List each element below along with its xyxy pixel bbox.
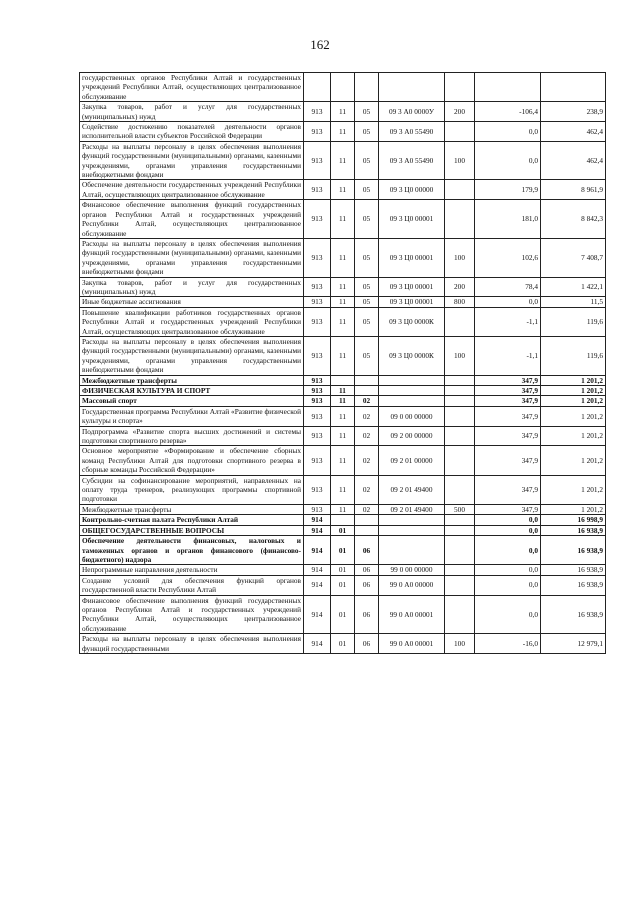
total-amount: 119,6 — [541, 336, 606, 375]
target-article — [379, 396, 445, 406]
row-name: Расходы на выплаты персоналу в целях обеспечения выполнения функций государственными (муниципальными) органами, казенными учреждениями, органами управления государственными внебюджетными фондами — [80, 336, 304, 375]
target-article: 09 3 А0 0000У — [379, 102, 445, 122]
total-amount: 16 938,9 — [541, 565, 606, 575]
admin-code: 913 — [304, 426, 331, 446]
change-amount: -106,4 — [475, 102, 541, 122]
table-row — [80, 536, 606, 565]
table-row — [80, 595, 606, 634]
target-article: 99 0 А0 00001 — [379, 595, 445, 634]
admin-code: 913 — [304, 180, 331, 200]
table-row — [80, 375, 606, 385]
change-amount: 0,0 — [475, 536, 541, 565]
table-row — [80, 575, 606, 595]
row-name: Создание условий для обеспечения функций органов государственной власти Республики Алтай — [80, 575, 304, 595]
expense-type: 500 — [445, 504, 475, 514]
expense-type: 800 — [445, 297, 475, 307]
section-code: 01 — [331, 525, 355, 535]
table-row — [80, 396, 606, 406]
row-name: Расходы на выплаты персоналу в целях обеспечения выполнения функций государственными — [80, 634, 304, 654]
row-name: Обеспечение деятельности государственных учреждений Республики Алтай, осуществляющих централизованное обслуживание — [80, 180, 304, 200]
section-code: 11 — [331, 504, 355, 514]
target-article: 09 3 А0 55490 — [379, 122, 445, 142]
section-code: 01 — [331, 595, 355, 634]
admin-code: 913 — [304, 277, 331, 297]
row-name: Основное мероприятие «Формирование и обеспечение сборных команд Республики Алтай для подготовки спортивного резерва в сборные команды Российской Федерации» — [80, 446, 304, 475]
subsection-code: 05 — [355, 307, 379, 336]
expense-type: 100 — [445, 634, 475, 654]
admin-code: 913 — [304, 386, 331, 396]
row-name: Подпрограмма «Развитие спорта высших достижений и системы подготовки спортивного резерва» — [80, 426, 304, 446]
target-article: 09 2 01 49400 — [379, 504, 445, 514]
table-row — [80, 122, 606, 142]
admin-code: 914 — [304, 565, 331, 575]
expense-type — [445, 536, 475, 565]
subsection-code: 05 — [355, 277, 379, 297]
table-row — [80, 307, 606, 336]
total-amount: 238,9 — [541, 102, 606, 122]
section-code — [331, 73, 355, 102]
expense-type — [445, 200, 475, 239]
admin-code: 913 — [304, 307, 331, 336]
row-name: Межбюджетные трансферты — [80, 504, 304, 514]
change-amount: 347,9 — [475, 396, 541, 406]
row-name: Финансовое обеспечение выполнения функций государственных органов Республики Алтай и государственных учреждений Республики Алтай, осуществляющих централизованное обслуживание — [80, 595, 304, 634]
row-name: Повышение квалификации работников государственных органов Республики Алтай и государственных учреждений Республики Алтай, осуществляющих централизованное обслуживание — [80, 307, 304, 336]
subsection-code: 05 — [355, 297, 379, 307]
expense-type — [445, 446, 475, 475]
total-amount: 1 201,2 — [541, 504, 606, 514]
expense-type — [445, 595, 475, 634]
change-amount: 0,0 — [475, 122, 541, 142]
target-article: 09 2 01 49400 — [379, 475, 445, 504]
section-code: 11 — [331, 141, 355, 180]
admin-code: 913 — [304, 396, 331, 406]
section-code — [331, 515, 355, 525]
total-amount: 1 201,2 — [541, 375, 606, 385]
row-name: Иные бюджетные ассигнования — [80, 297, 304, 307]
change-amount: 179,9 — [475, 180, 541, 200]
subsection-code — [355, 375, 379, 385]
subsection-code: 02 — [355, 446, 379, 475]
section-code: 11 — [331, 475, 355, 504]
row-name: Закупка товаров, работ и услуг для государственных (муниципальных) нужд — [80, 277, 304, 297]
section-code: 11 — [331, 307, 355, 336]
change-amount: 0,0 — [475, 525, 541, 535]
change-amount: 347,9 — [475, 386, 541, 396]
target-article — [379, 515, 445, 525]
section-code: 11 — [331, 102, 355, 122]
change-amount: 347,9 — [475, 426, 541, 446]
section-code: 11 — [331, 336, 355, 375]
expense-type — [445, 180, 475, 200]
section-code: 11 — [331, 386, 355, 396]
target-article: 09 2 01 00000 — [379, 446, 445, 475]
subsection-code: 05 — [355, 180, 379, 200]
total-amount: 462,4 — [541, 122, 606, 142]
row-name: Контрольно-счетная палата Республики Алтай — [80, 515, 304, 525]
subsection-code: 06 — [355, 565, 379, 575]
subsection-code — [355, 515, 379, 525]
admin-code: 913 — [304, 406, 331, 426]
subsection-code: 05 — [355, 238, 379, 277]
change-amount: 0,0 — [475, 575, 541, 595]
section-code: 11 — [331, 406, 355, 426]
total-amount: 1 422,1 — [541, 277, 606, 297]
table-body — [80, 73, 606, 654]
section-code: 11 — [331, 122, 355, 142]
change-amount: -16,0 — [475, 634, 541, 654]
admin-code: 913 — [304, 375, 331, 385]
admin-code — [304, 73, 331, 102]
total-amount: 12 979,1 — [541, 634, 606, 654]
subsection-code — [355, 525, 379, 535]
change-amount: 0,0 — [475, 141, 541, 180]
total-amount: 16 998,9 — [541, 515, 606, 525]
subsection-code: 06 — [355, 536, 379, 565]
change-amount: 347,9 — [475, 504, 541, 514]
total-amount: 16 938,9 — [541, 595, 606, 634]
section-code: 11 — [331, 396, 355, 406]
total-amount: 462,4 — [541, 141, 606, 180]
expense-type: 100 — [445, 336, 475, 375]
admin-code: 914 — [304, 634, 331, 654]
row-name: Обеспечение деятельности финансовых, налоговых и таможенных органов и органов финансового (финансово-бюджетного) надзора — [80, 536, 304, 565]
total-amount: 16 938,9 — [541, 536, 606, 565]
target-article: 09 3 Ц0 00000 — [379, 180, 445, 200]
section-code: 11 — [331, 446, 355, 475]
table-row — [80, 525, 606, 535]
admin-code: 914 — [304, 536, 331, 565]
section-code: 11 — [331, 180, 355, 200]
admin-code: 913 — [304, 504, 331, 514]
admin-code: 913 — [304, 102, 331, 122]
row-name: Массовый спорт — [80, 396, 304, 406]
expense-type — [445, 515, 475, 525]
change-amount: -1,1 — [475, 336, 541, 375]
target-article: 99 0 А0 00000 — [379, 575, 445, 595]
table-row — [80, 406, 606, 426]
section-code: 01 — [331, 575, 355, 595]
section-code — [331, 375, 355, 385]
admin-code: 914 — [304, 575, 331, 595]
expense-type — [445, 525, 475, 535]
subsection-code: 05 — [355, 200, 379, 239]
expense-type — [445, 575, 475, 595]
expense-type — [445, 426, 475, 446]
row-name: Межбюджетные трансферты — [80, 375, 304, 385]
change-amount: 347,9 — [475, 446, 541, 475]
expense-type — [445, 73, 475, 102]
table-row — [80, 634, 606, 654]
table-row — [80, 200, 606, 239]
change-amount: 102,6 — [475, 238, 541, 277]
row-name: ФИЗИЧЕСКАЯ КУЛЬТУРА И СПОРТ — [80, 386, 304, 396]
target-article — [379, 536, 445, 565]
subsection-code: 05 — [355, 141, 379, 180]
total-amount: 119,6 — [541, 307, 606, 336]
subsection-code: 02 — [355, 426, 379, 446]
table-row — [80, 238, 606, 277]
table-row — [80, 475, 606, 504]
section-code: 11 — [331, 277, 355, 297]
target-article: 99 0 00 00000 — [379, 565, 445, 575]
total-amount: 1 201,2 — [541, 446, 606, 475]
total-amount: 11,5 — [541, 297, 606, 307]
subsection-code: 06 — [355, 595, 379, 634]
table-row — [80, 336, 606, 375]
subsection-code — [355, 386, 379, 396]
table-row — [80, 565, 606, 575]
target-article — [379, 73, 445, 102]
target-article: 99 0 А0 00001 — [379, 634, 445, 654]
change-amount: 0,0 — [475, 297, 541, 307]
expense-type — [445, 307, 475, 336]
change-amount: 0,0 — [475, 595, 541, 634]
admin-code: 913 — [304, 336, 331, 375]
admin-code: 913 — [304, 238, 331, 277]
row-name: Непрограммные направления деятельности — [80, 565, 304, 575]
total-amount: 1 201,2 — [541, 386, 606, 396]
admin-code: 913 — [304, 200, 331, 239]
subsection-code: 02 — [355, 396, 379, 406]
page-number: 162 — [310, 37, 330, 52]
change-amount: 181,0 — [475, 200, 541, 239]
admin-code: 913 — [304, 475, 331, 504]
total-amount: 7 408,7 — [541, 238, 606, 277]
row-name: Расходы на выплаты персоналу в целях обеспечения выполнения функций государственными (муниципальными) органами, казенными учреждениями, органами управления государственными внебюджетными фондами — [80, 238, 304, 277]
target-article: 09 3 А0 55490 — [379, 141, 445, 180]
admin-code: 913 — [304, 141, 331, 180]
target-article: 09 3 Ц0 00001 — [379, 297, 445, 307]
section-code: 01 — [331, 634, 355, 654]
row-name: ОБЩЕГОСУДАРСТВЕННЫЕ ВОПРОСЫ — [80, 525, 304, 535]
target-article: 09 3 Ц0 0000К — [379, 336, 445, 375]
row-name: Расходы на выплаты персоналу в целях обеспечения выполнения функций государственными (муниципальными) органами, казенными учреждениями, органами управления государственными внебюджетными фондами — [80, 141, 304, 180]
expense-type: 200 — [445, 102, 475, 122]
target-article: 09 3 Ц0 00001 — [379, 277, 445, 297]
admin-code: 913 — [304, 122, 331, 142]
expense-type: 100 — [445, 238, 475, 277]
table-row — [80, 73, 606, 102]
subsection-code: 02 — [355, 406, 379, 426]
expense-type — [445, 386, 475, 396]
admin-code: 914 — [304, 525, 331, 535]
target-article: 09 3 Ц0 00001 — [379, 200, 445, 239]
row-name: Закупка товаров, работ и услуг для государственных (муниципальных) нужд — [80, 102, 304, 122]
change-amount: -1,1 — [475, 307, 541, 336]
subsection-code — [355, 73, 379, 102]
table-row — [80, 386, 606, 396]
total-amount — [541, 73, 606, 102]
change-amount — [475, 73, 541, 102]
section-code: 11 — [331, 297, 355, 307]
change-amount: 0,0 — [475, 515, 541, 525]
table-row — [80, 141, 606, 180]
target-article — [379, 375, 445, 385]
expense-type: 100 — [445, 141, 475, 180]
total-amount: 8 961,9 — [541, 180, 606, 200]
total-amount: 8 842,3 — [541, 200, 606, 239]
subsection-code: 05 — [355, 102, 379, 122]
row-name: Государственная программа Республики Алтай «Развитие физической культуры и спорта» — [80, 406, 304, 426]
section-code: 11 — [331, 200, 355, 239]
row-name: государственных органов Республики Алтай и государственных учреждений Республики Алтай, осуществляющих централизованное обслуживание — [80, 73, 304, 102]
admin-code: 913 — [304, 446, 331, 475]
table-row — [80, 504, 606, 514]
expense-type — [445, 375, 475, 385]
change-amount: 347,9 — [475, 475, 541, 504]
target-article: 09 3 Ц0 00001 — [379, 238, 445, 277]
subsection-code: 06 — [355, 575, 379, 595]
budget-table — [79, 72, 606, 654]
expense-type — [445, 406, 475, 426]
expense-type — [445, 565, 475, 575]
subsection-code: 02 — [355, 504, 379, 514]
change-amount: 347,9 — [475, 406, 541, 426]
change-amount: 0,0 — [475, 565, 541, 575]
section-code: 11 — [331, 238, 355, 277]
change-amount: 347,9 — [475, 375, 541, 385]
total-amount: 1 201,2 — [541, 396, 606, 406]
table-row — [80, 277, 606, 297]
admin-code: 914 — [304, 515, 331, 525]
total-amount: 1 201,2 — [541, 475, 606, 504]
table-row — [80, 102, 606, 122]
target-article: 09 2 00 00000 — [379, 426, 445, 446]
table-row — [80, 426, 606, 446]
expense-type — [445, 122, 475, 142]
row-name: Субсидии на софинансирование мероприятий, направленных на оплату труда тренеров, реализующих программы спортивной подготовки — [80, 475, 304, 504]
total-amount: 1 201,2 — [541, 426, 606, 446]
total-amount: 16 938,9 — [541, 575, 606, 595]
target-article: 09 3 Ц0 0000К — [379, 307, 445, 336]
table-row — [80, 297, 606, 307]
subsection-code: 06 — [355, 634, 379, 654]
expense-type: 200 — [445, 277, 475, 297]
change-amount: 78,4 — [475, 277, 541, 297]
total-amount: 16 938,9 — [541, 525, 606, 535]
total-amount: 1 201,2 — [541, 406, 606, 426]
admin-code: 913 — [304, 297, 331, 307]
admin-code: 914 — [304, 595, 331, 634]
expense-type — [445, 396, 475, 406]
section-code: 01 — [331, 536, 355, 565]
section-code: 01 — [331, 565, 355, 575]
subsection-code: 05 — [355, 122, 379, 142]
table-row — [80, 180, 606, 200]
table-row — [80, 515, 606, 525]
target-article: 09 0 00 00000 — [379, 406, 445, 426]
table-row — [80, 446, 606, 475]
subsection-code: 02 — [355, 475, 379, 504]
subsection-code: 05 — [355, 336, 379, 375]
target-article — [379, 386, 445, 396]
row-name: Содействие достижению показателей деятельности органов исполнительной власти субъектов Российской Федерации — [80, 122, 304, 142]
target-article — [379, 525, 445, 535]
expense-type — [445, 475, 475, 504]
section-code: 11 — [331, 426, 355, 446]
row-name: Финансовое обеспечение выполнения функций государственных органов Республики Алтай и государственных учреждений Республики Алтай, осуществляющих централизованное обслуживание — [80, 200, 304, 239]
